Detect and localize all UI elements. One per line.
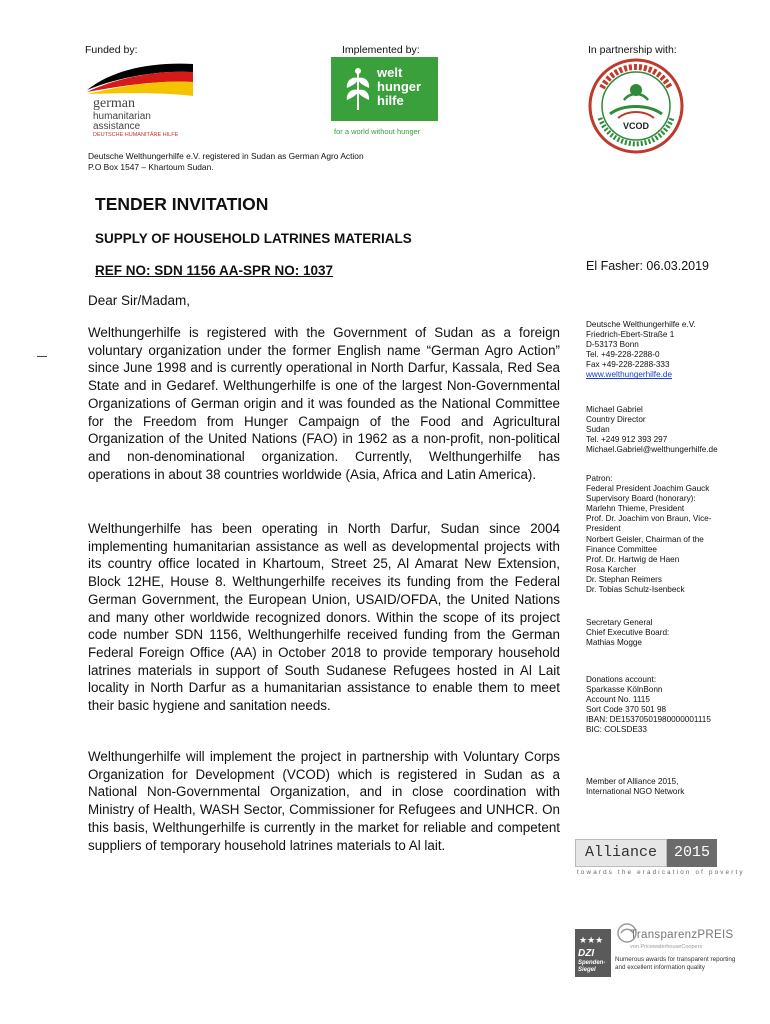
- sidebar-director: Michael Gabriel Country Director Sudan Tel. +249 912 393 297 Michael.Gabriel@welthungerhilfe.de: [586, 405, 718, 455]
- sidebar-donations: Donations account: Sparkasse KölnBonn Account No. 1115 Sort Code 370 501 98 IBAN: DE15370501980000001115 BIC: COLSDE33: [586, 675, 711, 735]
- vcod-logo: [588, 58, 684, 154]
- reference-number: REF NO: SDN 1156 AA-SPR NO: 1037: [95, 263, 334, 278]
- document-title: TENDER INVITATION: [95, 194, 269, 214]
- vcod-emblem-icon: [588, 58, 684, 154]
- whh-logo-line1: welt: [377, 65, 403, 80]
- transparency-awards-text: Numerous awards for transparent reporting and excellent information quality: [615, 956, 736, 971]
- body-paragraph-1: Welthungerhilfe is registered with the Government of Sudan as a foreign voluntary organization under the former English name “German Agro Action” since June 1998 and is currently operational in North Darfur, Kassala, Red Sea State and in Gedaref. Welthungerhilfe is one of the largest Non-Governmental Organizations of German origin and it was founded as the National Committee for the Freedom from Hunger Campaign of the Food and Agricultural Organization of the United Nations (FAO) in 1962 as a non-profit, non-political and non-denominational organization. Currently, Welthungerhilfe has operations in about 38 countries worldwide (Asia, Africa and Latin America).: [88, 325, 560, 482]
- whh-logo-line3: hilfe: [377, 93, 404, 108]
- alliance-tagline: towards the eradication of poverty: [577, 869, 745, 876]
- gha-logo-line2: humanitarian: [93, 111, 151, 122]
- date-location: El Fasher: 06.03.2019: [586, 259, 709, 273]
- sidebar-address: Deutsche Welthungerhilfe e.V. Friedrich-Ebert-Straße 1 D-53173 Bonn Tel. +49-228-2288-0 Fax +49-228-2288-333 www.welthungerhilfe.de: [586, 320, 696, 380]
- vcod-logo-text: VCOD: [622, 121, 649, 131]
- funded-by-label: Funded by:: [85, 44, 138, 56]
- body-paragraph-3: Welthungerhilfe will implement the project in partnership with Voluntary Corps Organization for Development (VCOD) which is registered in Sudan as a National Non-Governmental Organization, and in close coordination with Ministry of Health, WASH Sector, Commissioner for Refugees and UNHCR. On this basis, Welthungerhilfe is currently in the market for reliable and competent suppliers of temporary household latrines materials to Al lait.: [88, 749, 560, 853]
- german-humanitarian-assistance-logo: [85, 60, 195, 140]
- german-flag-swoosh-icon: [85, 60, 195, 100]
- document-subtitle: SUPPLY OF HOUSEHOLD LATRINES MATERIALS: [95, 231, 412, 246]
- salutation: Dear Sir/Madam,: [88, 293, 191, 308]
- whh-tagline: for a world without hunger: [334, 127, 421, 136]
- dzi-label: DZI: [578, 948, 595, 959]
- alliance-2015-logo: [575, 839, 717, 867]
- website-link[interactable]: www.welthungerhilfe.de: [586, 370, 673, 380]
- welthungerhilfe-logo: [331, 57, 438, 121]
- svg-text:★★★: ★★★: [579, 936, 604, 946]
- gha-logo-line1: german: [93, 96, 135, 111]
- sidebar-secretary: Secretary General Chief Executive Board: Mathias Mogge: [586, 618, 670, 648]
- body-paragraph-2: Welthungerhilfe has been operating in North Darfur, Sudan since 2004 implementing humanitarian assistance as well as developmental projects with its country office located in Khartoum, Street 25, Al Amarat New Extension, Block 12HE, House 8. Welthungerhilfe receives its funding from the Federal German Government, the European Union, USAID/OFDA, the United Nations and many other worldwide recognized donors. Within the scope of its project code number SDN 1156, Welthungerhilfe received funding from the German Federal Foreign Office (AA) in October 2018 to provide temporary household latrines materials in support of South Sudanese Refugees hosted in Al Lait locality in North Darfur as a humanitarian assistance to enable them to meet their basic hygiene and sanitation needs.: [88, 521, 560, 714]
- wheat-icon: [341, 66, 375, 112]
- whh-logo-line2: hunger: [377, 79, 422, 94]
- margin-mark: [37, 356, 47, 357]
- gha-logo-line4: DEUTSCHE HUMANITÄRE HILFE: [93, 132, 179, 138]
- partnership-label: In partnership with:: [588, 44, 677, 56]
- stars-icon: [575, 931, 611, 949]
- implemented-by-label: Implemented by:: [342, 44, 420, 56]
- registration-line-2: P.O Box 1547 – Khartoum Sudan.: [88, 161, 214, 172]
- sidebar-patron: Patron: Federal President Joachim Gauck Supervisory Board (honorary): Marlehn Thieme, President Prof. Dr. Joachim von Braun, Vice- President Norbert Geisler, Chairman of the Finance Committee Prof. Dr. Hartwig de Haen Rosa Karcher Dr. Stephan Reimers Dr. Tobias Schulz-Isenbeck: [586, 474, 712, 595]
- alliance-logo-year: 2015: [667, 839, 717, 867]
- dzi-spenden-siegel-logo: ★★★ DZI Spenden- Siegel: [575, 929, 611, 977]
- gha-logo-line3: assistance: [93, 121, 141, 132]
- alliance-logo-name: Alliance: [575, 839, 667, 867]
- registration-line-1: Deutsche Welthungerhilfe e.V. registered in Sudan as German Agro Action: [88, 151, 364, 161]
- transparenzpreis-title: TransparenzPREIS: [630, 929, 734, 941]
- sidebar-alliance-member: Member of Alliance 2015, International NGO Network: [586, 777, 685, 797]
- transparenzpreis-sub: von PricewaterhouseCoopers: [630, 944, 703, 950]
